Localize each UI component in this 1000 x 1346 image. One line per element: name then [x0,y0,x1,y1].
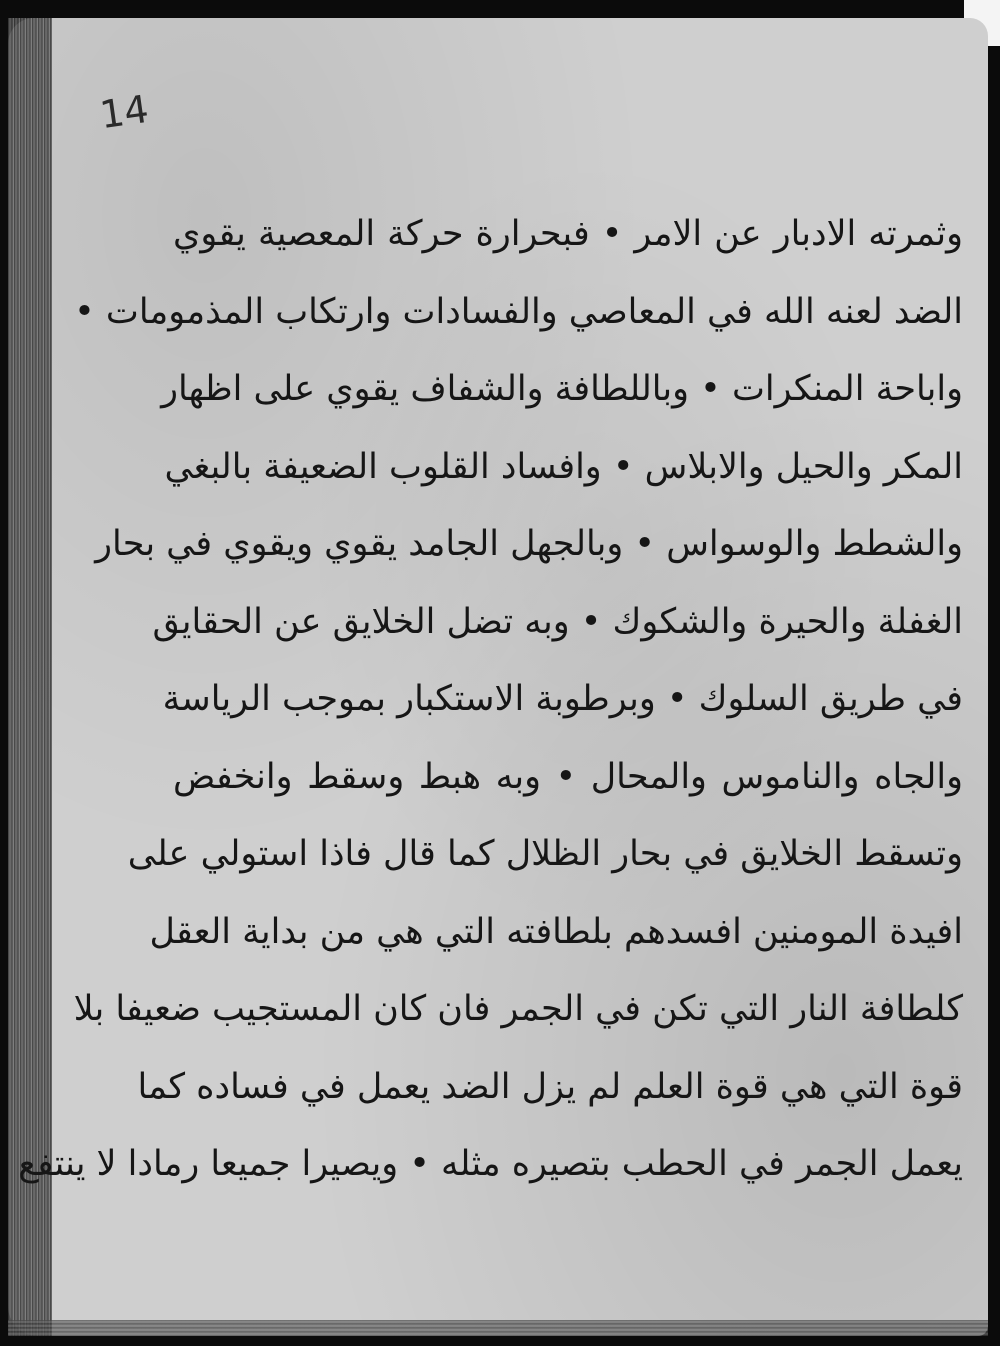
text-line: كلطافة النار التي تكن في الجمر فان كان المستجيب ضعيفا بلا [73,989,963,1029]
folio-number: 14 [97,86,152,138]
text-line: وثمرته الادبار عن الامر • فبحرارة حركة المعصية يقوي [173,214,963,254]
page-edge-bottom [8,1320,988,1336]
text-line: قوة التي هي قوة العلم لم يزل الضد يعمل في فساده كما [137,1066,963,1107]
text-line: الضد لعنه الله في المعاصي والفسادات وارتكاب المذمومات • [74,291,963,332]
text-line: المكر والحيل والابلاس • وافساد القلوب الضعيفة بالبغي [164,446,963,487]
text-line: والجاه والناموس والمحال • وبه هبط وسقط وانخفض [173,756,963,797]
manuscript-page [8,18,988,1336]
text-line: الغفلة والحيرة والشكوك • وبه تضل الخلايق عن الحقايق [152,601,963,642]
text-line: وتسقط الخلايق في بحار الظلال كما قال فاذا استولي على [127,834,963,874]
text-line: والشطط والوسواس • وبالجهل الجامد يقوي ويقوي في بحار [95,524,963,564]
manuscript-text-block [18,196,963,1204]
text-line: واباحة المنكرات • وباللطافة والشفاف يقوي على اظهار [161,369,963,409]
text-line: افيدة المومنين افسدهم بلطافته التي هي من بداية العقل [149,911,963,952]
text-line: في طريق السلوك • وبرطوبة الاستكبار بموجب الرياسة [162,679,963,719]
text-line: يعمل الجمر في الحطب بتصيره مثله • ويصيرا جميعا رمادا لا ينتفع [18,1144,963,1184]
